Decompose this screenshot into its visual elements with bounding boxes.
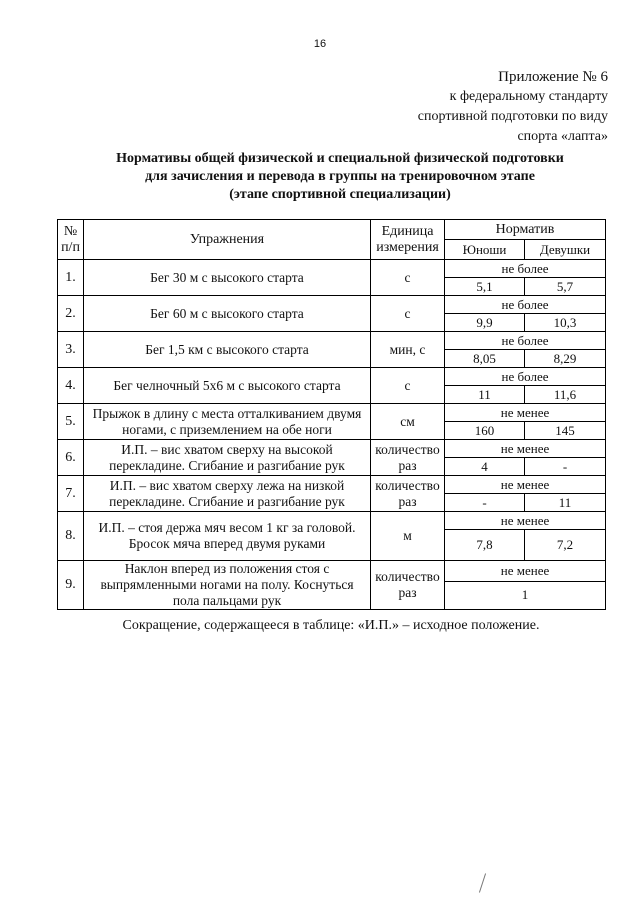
unit-cell: м xyxy=(371,512,445,561)
appendix-line: к федеральному стандарту xyxy=(449,89,608,104)
exercise-cell: Прыжок в длину с места отталкиванием двумя ногами, с приземлением на обе ноги xyxy=(84,404,371,440)
exercise-cell: И.П. – вис хватом сверху на высокой перекладине. Сгибание и разгибание рук xyxy=(84,440,371,476)
unit-cell: с xyxy=(371,260,445,296)
unit-cell: количество раз xyxy=(371,440,445,476)
header-exercise: Упражнения xyxy=(84,220,371,260)
document-title xyxy=(0,150,640,204)
norm-condition: не менее xyxy=(445,512,606,530)
title-line: для зачисления и перевода в группы на тренировочном этапе xyxy=(145,169,535,184)
norm-condition: не более xyxy=(445,368,606,386)
abbreviation-note: Сокращение, содержащееся в таблице: «И.П.» – исходное положение. xyxy=(122,618,540,633)
header-num: № п/п xyxy=(58,220,84,260)
boys-value: 5,1 xyxy=(445,278,525,296)
exercise-cell: И.П. – стоя держа мяч весом 1 кг за головой. Бросок мяча вперед двумя руками xyxy=(84,512,371,561)
unit-cell: количество раз xyxy=(371,476,445,512)
unit-cell: см xyxy=(371,404,445,440)
header-girls: Девушки xyxy=(525,240,606,260)
exercise-cell: Бег 1,5 км с высокого старта xyxy=(84,332,371,368)
exercise-cell: И.П. – вис хватом сверху лежа на низкой перекладине. Сгибание и разгибание рук xyxy=(84,476,371,512)
title-line: Нормативы общей физической и специальной физической подготовки xyxy=(116,151,564,166)
norm-condition: не менее xyxy=(445,561,606,582)
appendix-line: спорта «лапта» xyxy=(517,129,608,144)
row-number: 8. xyxy=(58,512,84,561)
both-value: 1 xyxy=(445,581,606,610)
row-number: 1. xyxy=(58,260,84,296)
row-number: 3. xyxy=(58,332,84,368)
row-number: 7. xyxy=(58,476,84,512)
header-boys: Юноши xyxy=(445,240,525,260)
appendix-line: Приложение № 6 xyxy=(498,69,608,85)
girls-value: 7,2 xyxy=(525,530,606,561)
boys-value: 8,05 xyxy=(445,350,525,368)
girls-value: 145 xyxy=(525,422,606,440)
unit-cell: с xyxy=(371,296,445,332)
row-number: 9. xyxy=(58,561,84,610)
exercise-cell: Бег челночный 5х6 м с высокого старта xyxy=(84,368,371,404)
norm-condition: не более xyxy=(445,332,606,350)
scan-mark xyxy=(479,873,486,892)
exercise-cell: Бег 30 м с высокого старта xyxy=(84,260,371,296)
girls-value: 8,29 xyxy=(525,350,606,368)
unit-cell: количество раз xyxy=(371,561,445,610)
boys-value: - xyxy=(445,494,525,512)
girls-value: - xyxy=(525,458,606,476)
norm-condition: не менее xyxy=(445,440,606,458)
page-number: 16 xyxy=(313,38,327,50)
girls-value: 11 xyxy=(525,494,606,512)
boys-value: 11 xyxy=(445,386,525,404)
norm-condition: не менее xyxy=(445,404,606,422)
exercise-cell: Бег 60 м с высокого старта xyxy=(84,296,371,332)
unit-cell: мин, с xyxy=(371,332,445,368)
norm-condition: не менее xyxy=(445,476,606,494)
boys-value: 160 xyxy=(445,422,525,440)
row-number: 2. xyxy=(58,296,84,332)
row-number: 4. xyxy=(58,368,84,404)
title-line: (этапе спортивной специализации) xyxy=(229,187,451,202)
row-number: 6. xyxy=(58,440,84,476)
appendix-reference xyxy=(418,67,608,147)
norms-table xyxy=(57,219,606,610)
girls-value: 11,6 xyxy=(525,386,606,404)
boys-value: 7,8 xyxy=(445,530,525,561)
exercise-cell: Наклон вперед из положения стоя с выпрямленными ногами на полу. Коснуться пола пальцами рук xyxy=(84,561,371,610)
boys-value: 4 xyxy=(445,458,525,476)
norm-condition: не более xyxy=(445,260,606,278)
girls-value: 10,3 xyxy=(525,314,606,332)
appendix-line: спортивной подготовки по виду xyxy=(417,109,608,124)
unit-cell: с xyxy=(371,368,445,404)
header-norm: Норматив xyxy=(445,220,606,240)
row-number: 5. xyxy=(58,404,84,440)
norm-condition: не более xyxy=(445,296,606,314)
header-unit: Единица измерения xyxy=(371,220,445,260)
girls-value: 5,7 xyxy=(525,278,606,296)
boys-value: 9,9 xyxy=(445,314,525,332)
